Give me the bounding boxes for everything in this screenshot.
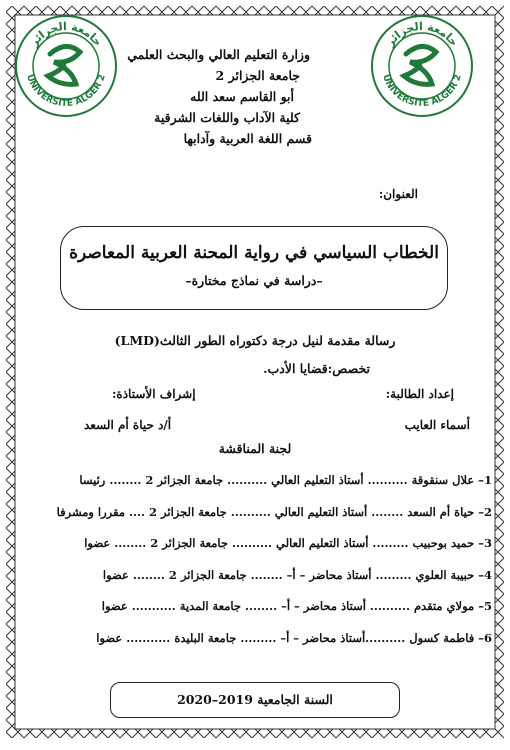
academic-year-box xyxy=(110,682,400,718)
student-name: أسماء العايب xyxy=(404,418,470,432)
prepared-by-label: إعداد الطالبة: xyxy=(385,387,454,401)
academic-year: السنة الجامعية 2019–2020 xyxy=(177,692,333,707)
svg-text:جامعة الجزائر: جامعة الجزائر xyxy=(383,19,461,49)
thesis-title-box xyxy=(60,226,448,310)
svg-text:UNIVERSITE ALGER 2: UNIVERSITE ALGER 2 xyxy=(380,73,464,110)
supervisor-name: أ/د حياة أم السعد xyxy=(84,418,172,432)
faculty-line: كلية الآداب واللغات الشرقية xyxy=(154,110,300,125)
committee-member: 6– فاطمة كسول ..........أستاذ محاضر – أ– ......... جامعة البليدة ........... عضوا xyxy=(96,630,492,645)
committee-member: 3– حميد بوحبيب ......... أستاذ التعليم العالي .......... جامعة الجزائر 2 ........ عضوا xyxy=(84,536,492,550)
committee-member: 1– علال سنقوقة .......... أستاذ التعليم العالي .......... جامعة الجزائر 2 ........ رئيسا xyxy=(79,473,492,487)
committee-member: 2– حياة أم السعد ........ أستاذ التعليم العالي .......... جامعة الجزائر 2 .... مقررا ومشرفا xyxy=(56,504,492,519)
thesis-subtitle: –دراسة في نماذج مختارة– xyxy=(185,273,323,288)
ministry-line: وزارة التعليم العالي والبحث العلمي xyxy=(127,47,310,62)
supervisor-label: إشراف الأستاذة: xyxy=(112,387,196,401)
committee-list xyxy=(22,471,492,660)
committee-heading: لجنة المناقشة xyxy=(218,441,292,456)
university-line: جامعة الجزائر 2 xyxy=(215,68,300,83)
committee-member: 5– مولاي متقدم .......... أستاذ محاضر – أ– ........ جامعة المدية ........... عضوا xyxy=(101,599,492,613)
degree-statement: رسالة مقدمة لنيل درجة دكتوراه الطور الثالث(LMD) xyxy=(114,333,396,348)
svg-text:UNIVERSITE ALGER 2: UNIVERSITE ALGER 2 xyxy=(24,73,108,110)
department-line: قسم اللغة العربية وآدابها xyxy=(183,131,312,146)
committee-member: 4– حبيبة العلوي ......... أستاذ محاضر – أ– ........ جامعة الجزائر 2 ........ عضوا xyxy=(102,567,492,582)
specialty-line: تخصص:قضايا الأدب. xyxy=(263,361,370,376)
title-label: العنوان: xyxy=(378,187,418,201)
university-name-line: أبو القاسم سعد الله xyxy=(190,89,294,104)
svg-text:جامعة الجزائر: جامعة الجزائر xyxy=(27,19,105,49)
institution-header xyxy=(110,44,400,149)
thesis-title: الخطاب السياسي في رواية المحنة العربية المعاصرة xyxy=(69,243,439,263)
university-logo-left xyxy=(14,14,118,118)
